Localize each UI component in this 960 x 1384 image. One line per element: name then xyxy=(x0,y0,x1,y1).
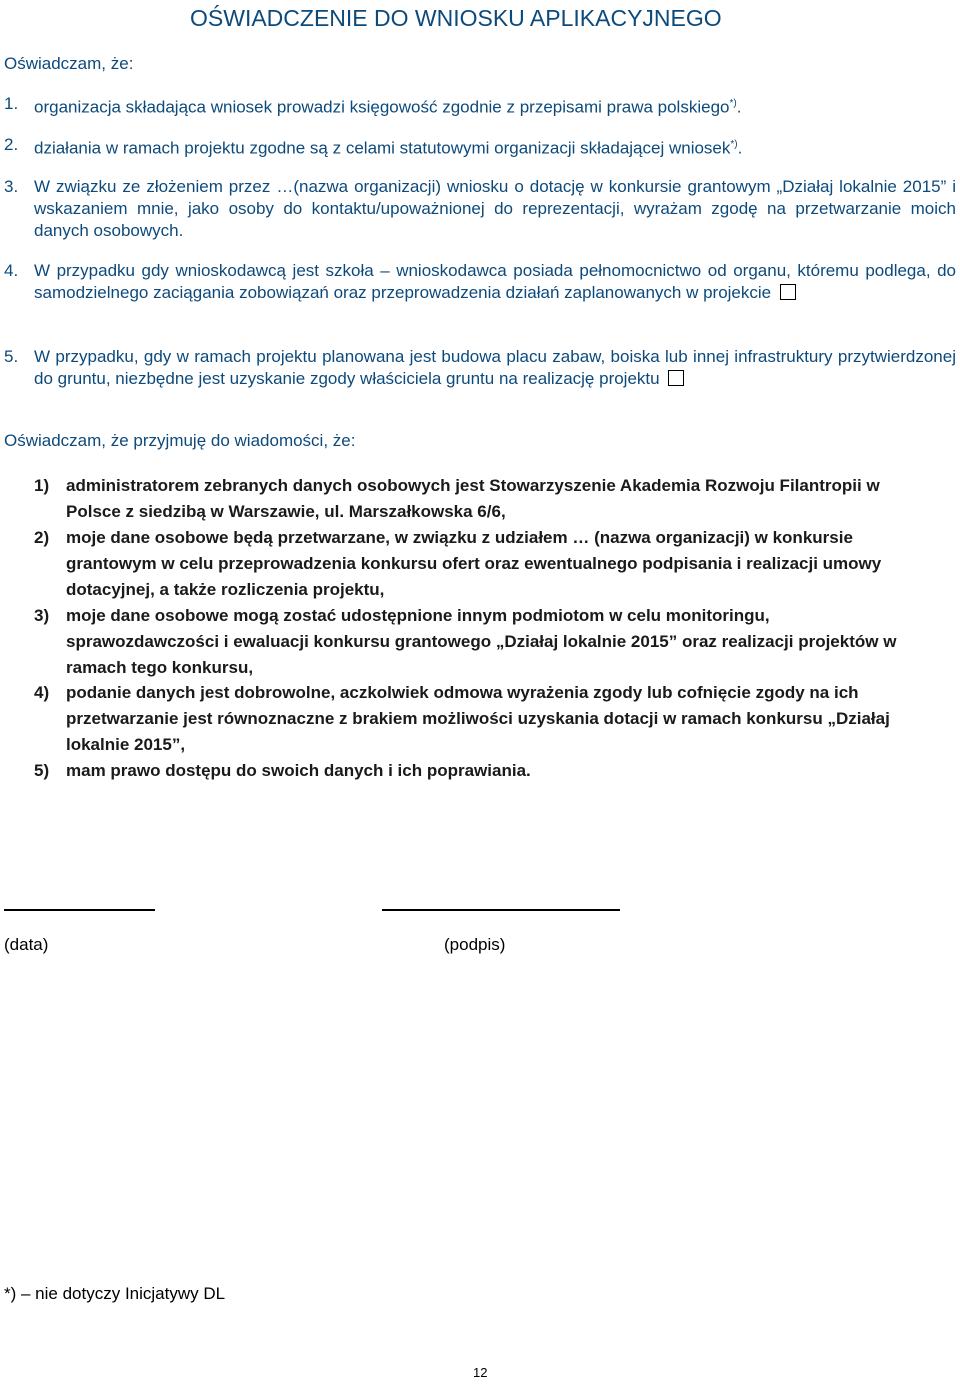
item-text: W przypadku gdy wnioskodawcą jest szkoła – wnioskodawca posiada pełnomocnictwo od organu, któremu podlega, do samodzielnego zaciągania zobowiązań oraz przeprowadzenia działań zaplanowanych w projekcie xyxy=(34,261,956,302)
date-label: (data) xyxy=(4,935,49,954)
intro-statement: Oświadczam, że: xyxy=(4,54,134,73)
item-number: 4) xyxy=(34,683,50,702)
item-text: działania w ramach projektu zgodne są z celami statutowymi organizacji składającej wniosek xyxy=(34,138,731,158)
statement-item-1 xyxy=(4,93,954,119)
acknowledgement-item-1 xyxy=(34,473,914,525)
land-owner-consent-checkbox[interactable] xyxy=(668,370,684,386)
acknowledgement-item-4 xyxy=(34,680,914,758)
item-text: podanie danych jest dobrowolne, aczkolwiek odmowa wyrażenia zgody lub cofnięcie zgody na ich przetwarzanie jest równoznaczne z brakiem możliwości uzyskania dotacji w ramach konkursu „Działaj lokalnie 2015”, xyxy=(66,683,890,754)
page-title: OŚWIADCZENIE DO WNIOSKU APLIKACYJNEGO xyxy=(190,5,722,31)
item-text: W przypadku, gdy w ramach projektu planowana jest budowa placu zabaw, boiska lub innej infrastruktury przytwierdzonej do gruntu, niezbędne jest uzyskanie zgody właściciela gruntu na realizację projektu xyxy=(34,347,956,388)
item-suffix: . xyxy=(736,97,742,117)
date-line xyxy=(4,909,155,911)
signature-line xyxy=(382,909,620,911)
item-number: 2. xyxy=(4,135,19,154)
item-number: 4. xyxy=(4,261,19,280)
item-text: W związku ze złożeniem przez …(nazwa organizacji) wniosku o dotację w konkursie grantowym „Działaj lokalnie 2015” i wskazaniem mnie, jako osoby do kontaktu/upoważnionej do reprezentacji, wyrażam zgodę na przetwarzanie moich danych osobowych. xyxy=(34,177,956,240)
footnote-marker: *) xyxy=(729,98,737,109)
item-number: 2) xyxy=(34,528,50,547)
item-text: organizacja składająca wniosek prowadzi księgowość zgodnie z przepisami prawa polskiego xyxy=(34,97,730,117)
item-suffix: . xyxy=(737,138,743,158)
item-text: moje dane osobowe mogą zostać udostępnione innym podmiotom w celu monitoringu, sprawozdawczości i ewaluacji konkursu grantowego „Działaj lokalnie 2015” oraz realizacji projektów w ramach tego konkursu, xyxy=(66,606,897,677)
footnote-marker: *) xyxy=(730,139,738,150)
item-number: 3. xyxy=(4,177,19,196)
item-number: 3) xyxy=(34,606,50,625)
statement-item-3 xyxy=(4,176,956,242)
statement-item-2 xyxy=(4,134,954,160)
item-text: moje dane osobowe będą przetwarzane, w związku z udziałem … (nazwa organizacji) w konkursie grantowym w celu przeprowadzenia konkursu ofert oraz ewentualnego podpisania i realizacji umowy dotacyjnej, a także rozliczenia projektu, xyxy=(66,528,882,599)
acknowledgement-item-3 xyxy=(34,603,914,681)
item-number: 5. xyxy=(4,347,19,366)
item-number: 1. xyxy=(4,94,19,113)
intro-acknowledgement: Oświadczam, że przyjmuję do wiadomości, że: xyxy=(4,431,356,450)
footnote: *) – nie dotyczy Inicjatywy DL xyxy=(4,1284,226,1303)
signature-label: (podpis) xyxy=(444,935,506,954)
item-number: 1) xyxy=(34,476,50,495)
item-number: 5) xyxy=(34,761,50,780)
acknowledgement-item-5 xyxy=(34,758,914,784)
statement-item-4 xyxy=(4,260,956,304)
page-number: 12 xyxy=(473,1365,488,1380)
statement-item-5 xyxy=(4,346,956,390)
item-text: mam prawo dostępu do swoich danych i ich poprawiania. xyxy=(66,761,531,780)
item-text: administratorem zebranych danych osobowych jest Stowarzyszenie Akademia Rozwoju Filantropii w Polsce z siedzibą w Warszawie, ul. Marszałkowska 6/6, xyxy=(66,476,880,521)
school-authorization-checkbox[interactable] xyxy=(780,284,796,300)
acknowledgement-item-2 xyxy=(34,525,914,603)
